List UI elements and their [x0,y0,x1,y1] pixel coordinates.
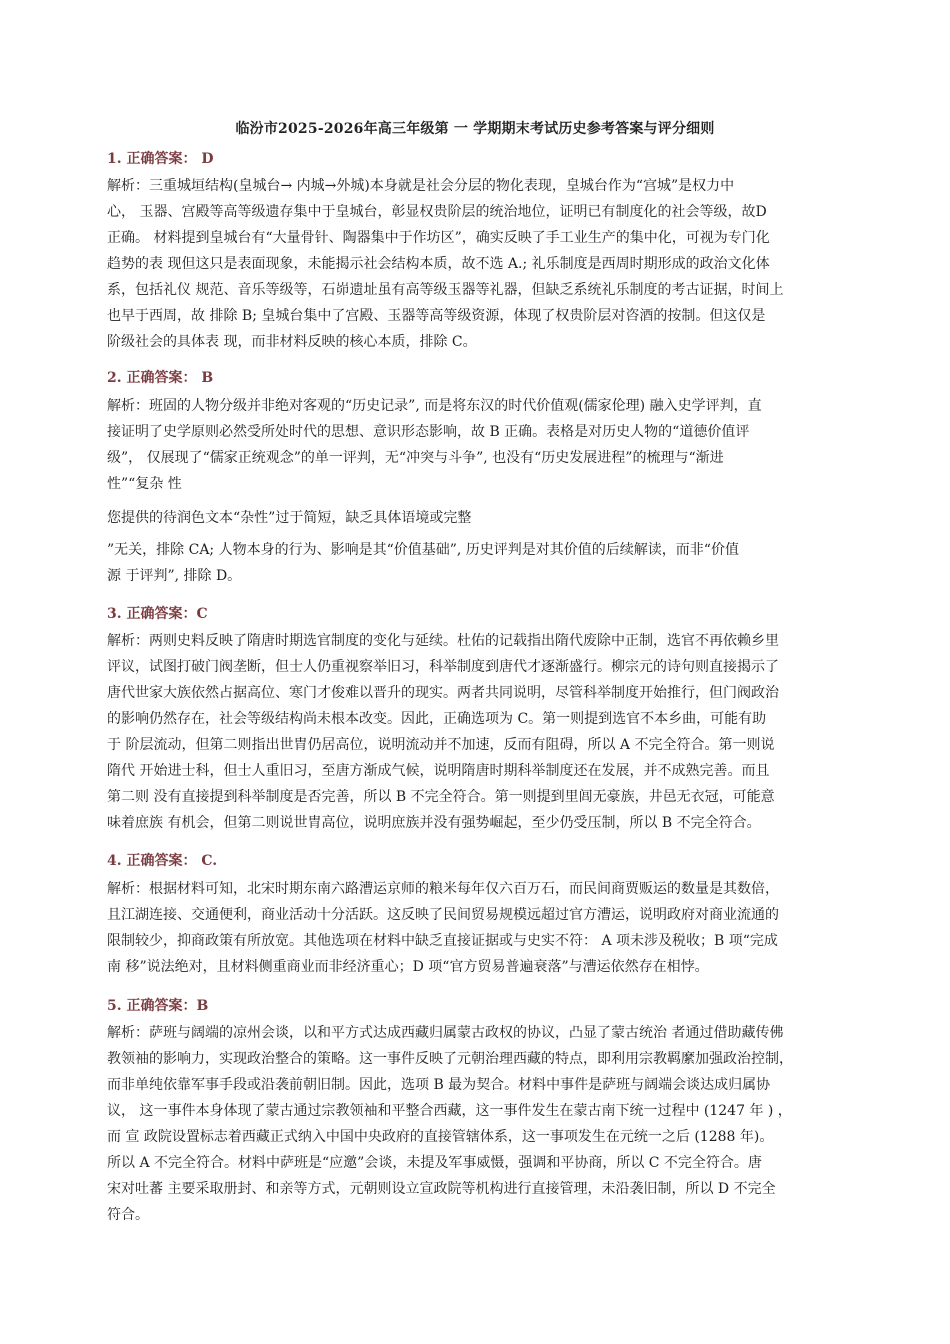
q2-line: ”无关，排除 CA; 人物本身的行为、影响是其“价值基础”, 历史评判是对其价值的后续解读，而非“价值 [107,542,739,558]
q1-line: 阶级社会的具体表 现，而非材料反映的核心本质，排除 C。 [107,334,477,350]
q5-line: 议， 这一事件本身体现了蒙古通过宗教领袖和平整合西藏，这一事件发生在蒙古南下统一过程中 (1247 年 ) ， [107,1103,792,1119]
q1-line: 正确。 材料提到皇城台有“大量骨针、陶器集中于作坊区”，确实反映了手工业生产的集中化，可视为专门化 [107,230,770,246]
page-title: 临汾市2025-2026年高三年级第 一 学期期末考试历史参考答案与评分细则 [235,121,715,137]
q4-line: 限制较少，抑商政策有所放宽。其他选项在材料中缺乏直接证据或与史实不符： A 项未涉及税收；B 项“完成 [107,933,778,949]
q5-line: 解析：萨班与阔端的凉州会谈，以和平方式达成西藏归属蒙古政权的协议，凸显了蒙古统治 者通过借助藏传佛 [107,1025,784,1041]
q2-note [107,505,843,531]
q4-line: 南 移”说法绝对，且材料侧重商业而非经济重心；D 项“官方贸易普遍衰落”与漕运依然存在相悖。 [107,959,709,975]
q1-heading: 1. 正确答案： D [107,151,214,167]
q1-line: 解析：三重城垣结构(皇城台→ 内城→外城)本身就是社会分层的物化表现，皇城台作为“宫城”是权力中 [107,178,735,194]
q4-heading: 4. 正确答案： C. [107,853,218,869]
q5-heading: 5. 正确答案：B [107,998,209,1014]
q2-explanation-cont [107,537,843,589]
q2-line: 接证明了史学原则必然受所处时代的思想、意识形态影响，故 B 正确。表格是对历史人物的“道德价值评 [107,424,750,440]
q5-line: 教领袖的影响力，实现政治整合的策略。这一事件反映了元朝治理西藏的特点，即利用宗教羁縻加强政治控制， [107,1051,793,1067]
q3-line: 第二则 没有直接提到科举制度是否完善，所以 B 不完全符合。第一则提到里闾无豪族，井邑无衣冠，可能意 [107,789,775,805]
q3-line: 味着庶族 有机会，但第二则说世胄高位，说明庶族并没有强势崛起，至少仍受压制，所以 B 不完全符合。 [107,815,761,831]
q1-line: 心， 玉器、宫殿等高等级遗存集中于皇城台，彰显权贵阶层的统治地位，证明已有制度化的社会等级，故D [107,204,767,220]
q5-line: 而 宣 政院设置标志着西藏正式纳入中国中央政府的直接管辖体系，这一事项发生在元统一之后 (1288 年)。 [107,1129,774,1145]
q2-line: 解析：班固的人物分级并非绝对客观的“历史记录”, 而是将东汉的时代价值观(儒家伦理) 融入史学评判，直 [107,398,762,414]
q2-note-line: 您提供的待润色文本“杂性”过于简短，缺乏具体语境或完整 [107,510,472,526]
q4-explanation [107,876,843,980]
q1-line: 也早于西周，故 排除 B; 皇城台集中了宫殿、玉器等高等级资源，体现了权贵阶层对咨酒的按制。但这仅是 [107,308,766,324]
q1-explanation [107,173,843,355]
q4-line: 解析：根据材料可知，北宋时期东南六路漕运京师的粮米每年仅六百万石，而民间商贾贩运的数量是其数倍， [107,881,779,897]
q2-line: 性”“复杂 性 [107,476,182,492]
q2-line: 级”， 仅展现了“儒家正统观念”的单一评判，无“冲突与斗争”, 也没有“历史发展进程”的梳理与“渐进 [107,450,724,466]
q5-line: 而非单纯依靠军事手段或沿袭前朝旧制。因此，选项 B 最为契合。材料中事件是萨班与阔端会谈达成归属协 [107,1077,771,1093]
q2-explanation [107,393,843,497]
q3-line: 于 阶层流动，但第二则指出世胄仍居高位，说明流动并不加速，反而有阻碍，所以 A 不完全符合。第一则说 [107,737,775,753]
q5-explanation [107,1020,843,1228]
q5-line: 所以 A 不完全符合。材料中萨班是“应邀”会谈，未提及军事威慑，强调和平协商，所以 C 不完全符合。唐 [107,1155,762,1171]
q2-line: 源 于评判”, 排除 D。 [107,568,242,584]
q3-heading: 3. 正确答案：C [107,606,208,622]
q1-line: 趋势的表 现但这只是表面现象，未能揭示社会结构本质，故不选 A.; 礼乐制度是西周时期形成的政治文化体 [107,256,770,272]
q4-line: 且江湖连接、交通便利，商业活动十分活跃。这反映了民间贸易规模远超过官方漕运，说明政府对商业流通的 [107,907,779,923]
q3-line: 隋代 开始进士科，但士人重旧习，至唐方渐成气候，说明隋唐时期科举制度还在发展，并不成熟完善。而且 [107,763,770,779]
q3-line: 解析：两则史料反映了隋唐时期选官制度的变化与延续。杜佑的记载指出隋代废除中正制，选官不再依赖乡里 [107,633,779,649]
q3-line: 的影响仍然存在，社会等级结构尚未根本改变。因此，正确选项为 C。第一则提到选官不本乡曲，可能有助 [107,711,767,727]
q3-line: 唐代世家大族依然占据高位、寒门才俊难以晋升的现实。两者共同说明，尽管科举制度开始推行，但门阀政治 [107,685,779,701]
q3-explanation [107,628,843,836]
q2-heading: 2. 正确答案： B [107,370,214,386]
q5-line: 宋对吐蕃 主要采取册封、和亲等方式，元朝则设立宣政院等机构进行直接管理，未沿袭旧制，所以 D 不完全 [107,1181,776,1197]
q1-line: 系，包括礼仪 规范、音乐等级等，石峁遗址虽有高等级玉器等礼器，但缺乏系统礼乐制度的考古证据，时间上 [107,282,784,298]
q3-line: 评议，试图打破门阀垄断，但士人仍重视察举旧习，科举制度到唐代才逐渐盛行。柳宗元的诗句则直接揭示了 [107,659,779,675]
q5-line: 符合。 [107,1207,149,1223]
